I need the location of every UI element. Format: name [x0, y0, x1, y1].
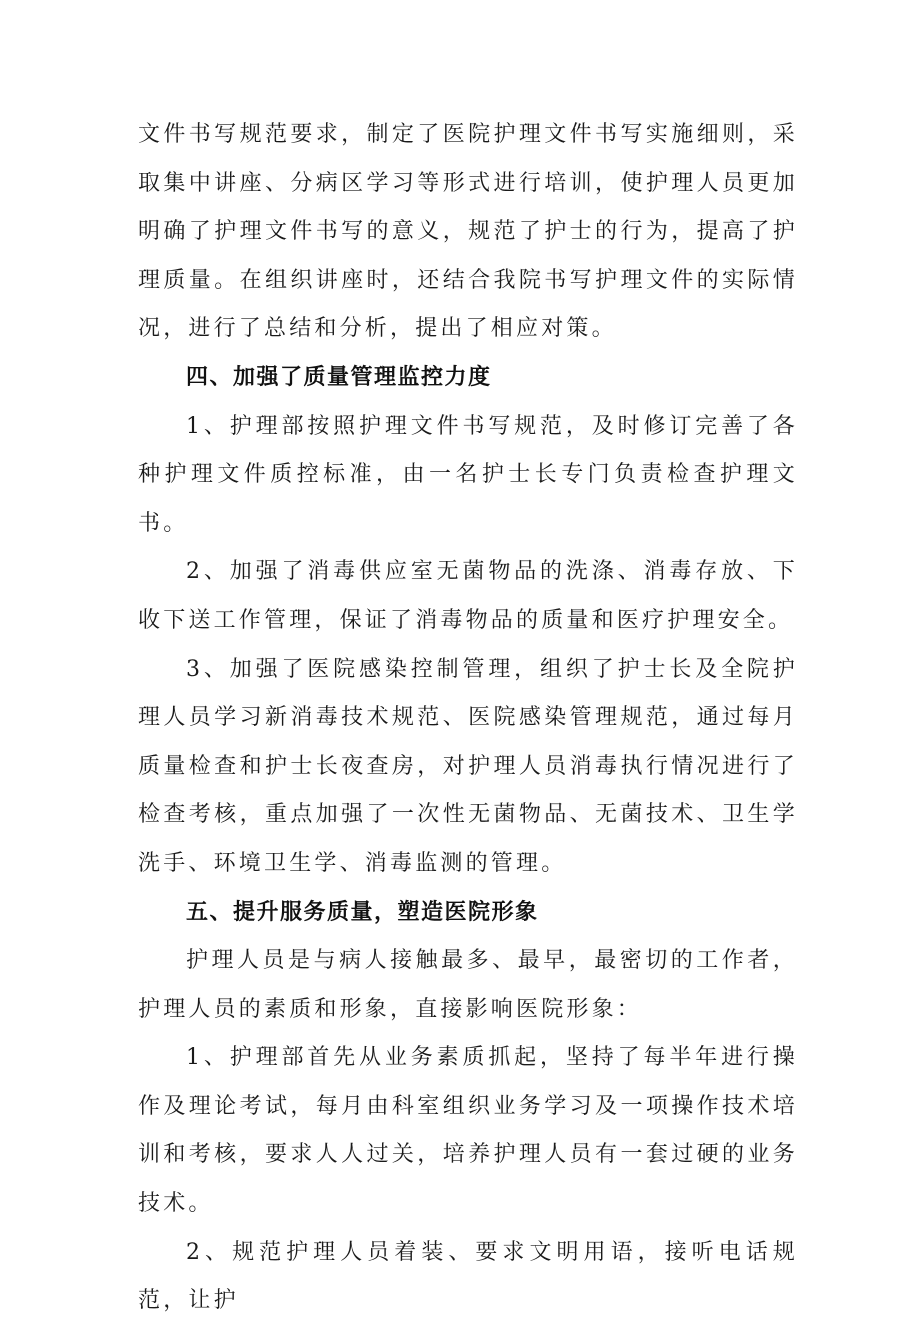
paragraph-item-2b: 2、规范护理人员着装、要求文明用语，接听电话规范，让护	[138, 1239, 798, 1314]
section-heading-4: 四、加强了质量管理监控力度	[186, 364, 492, 390]
paragraph-item-1b: 1、护理部首先从业务素质抓起，坚持了每半年进行操作及理论考试，每月由科室组织业务学习及一项操作技术培训和考核，要求人人过关，培养护理人员有一套过硬的业务技术。	[138, 1045, 798, 1217]
paragraph-item-1: 1、护理部按照护理文件书写规范，及时修订完善了各种护理文件质控标准，由一名护士长专门负责检查护理文书。	[138, 413, 798, 536]
paragraph-continuation: 文件书写规范要求，制定了医院护理文件书写实施细则，采取集中讲座、分病区学习等形式进行培训，使护理人员更加明确了护理文件书写的意义，规范了护士的行为，提高了护理质量。在组织讲座时，还结合我院书写护理文件的实际情况，进行了总结和分析，提出了相应对策。	[138, 122, 798, 342]
paragraph-item-3: 3、加强了医院感染控制管理，组织了护士长及全院护理人员学习新消毒技术规范、医院感染管理规范，通过每月质量检查和护士长夜查房，对护理人员消毒执行情况进行了检查考核，重点加强了一次性无菌物品、无菌技术、卫生学洗手、环境卫生学、消毒监测的管理。	[138, 656, 798, 876]
paragraph-intro: 护理人员是与病人接触最多、最早，最密切的工作者，护理人员的素质和形象，直接影响医院形象：	[138, 948, 798, 1022]
document-body	[138, 111, 798, 1326]
section-heading-5: 五、提升服务质量，塑造医院形象	[186, 899, 539, 925]
paragraph-item-2: 2、加强了消毒供应室无菌物品的洗涤、消毒存放、下收下送工作管理，保证了消毒物品的质量和医疗护理安全。	[138, 559, 798, 633]
